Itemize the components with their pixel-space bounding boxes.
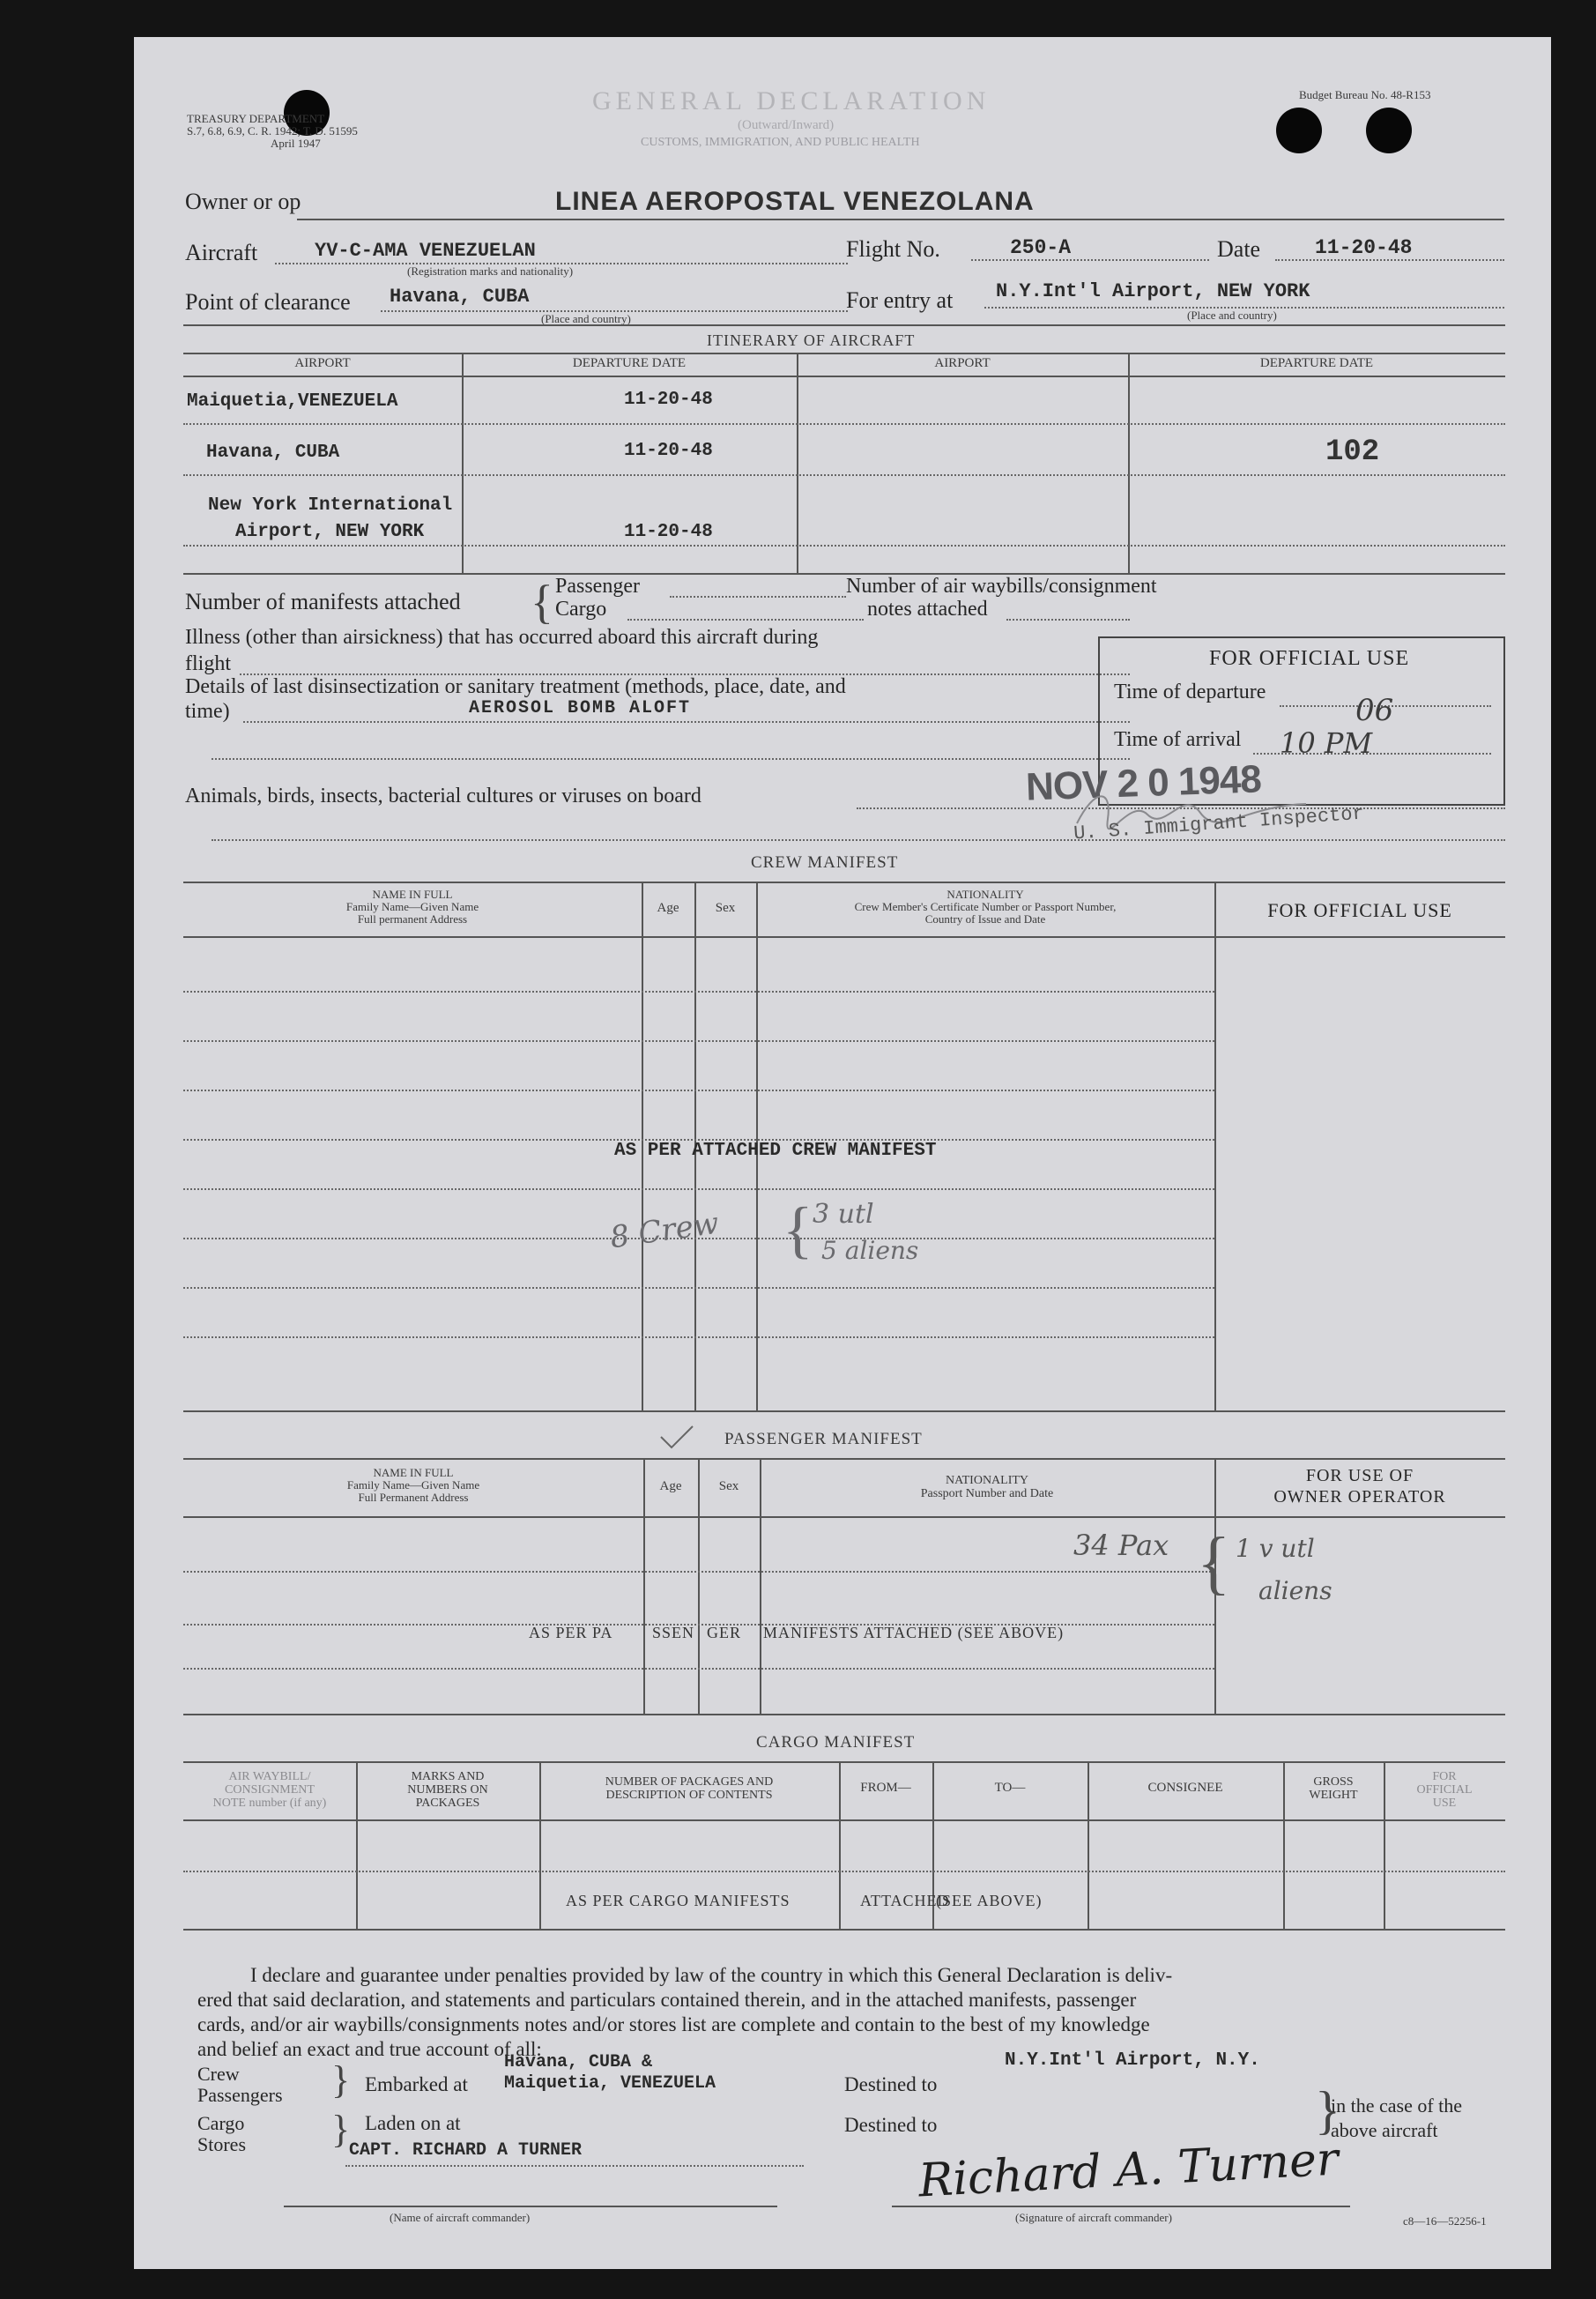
passenger-body-4: MANIFESTS ATTACHED (SEE ABOVE) bbox=[763, 1624, 1065, 1641]
manifests-passenger: Passenger bbox=[555, 575, 640, 598]
crew-col-official: FOR OFFICIAL USE bbox=[1267, 899, 1452, 921]
destined-label-2: Destined to bbox=[844, 2114, 938, 2136]
passenger-manifest-title: PASSENGER MANIFEST bbox=[724, 1430, 923, 1448]
declaration-text-1: I declare and guarantee under penalties provided by law of the country in which this General Declaration is deliv- bbox=[250, 1964, 1173, 1986]
cargo-col-marks: MARKS AND NUMBERS ON PACKAGES bbox=[407, 1770, 488, 1810]
crew-col-age: Age bbox=[657, 901, 679, 915]
decl-brace-1: } bbox=[331, 2058, 351, 2102]
passenger-hand-3: aliens bbox=[1258, 1576, 1332, 1605]
passenger-col-age: Age bbox=[659, 1479, 682, 1493]
punch-hole-right-2 bbox=[1366, 108, 1412, 153]
arrival-time-label: Time of arrival bbox=[1114, 728, 1242, 751]
entry-label: For entry at bbox=[846, 287, 954, 313]
passenger-col-owner: FOR USE OF OWNER OPERATOR bbox=[1273, 1466, 1446, 1507]
passenger-hand-2: 1 v utl bbox=[1236, 1534, 1315, 1563]
departure-time-label: Time of departure bbox=[1114, 681, 1266, 703]
manifests-cargo: Cargo bbox=[555, 598, 607, 621]
itinerary-row-2-date: 11-20-48 bbox=[624, 441, 713, 461]
itinerary-col-airport-2: AIRPORT bbox=[934, 356, 991, 370]
details-label-2: time) bbox=[185, 700, 230, 723]
flight-label: Flight No. bbox=[846, 236, 940, 262]
flight-value: 250-A bbox=[1010, 236, 1072, 259]
passenger-col-nationality: NATIONALITY Passport Number and Date bbox=[920, 1474, 1054, 1500]
crew-hand-1: 8 Crew bbox=[607, 1205, 722, 1256]
cargo-col-from: FROM— bbox=[860, 1781, 911, 1795]
crew-manifest-title: CREW MANIFEST bbox=[751, 853, 899, 872]
itinerary-row-2-airport: Havana, CUBA bbox=[206, 443, 340, 463]
crew-hand-brace: { bbox=[783, 1194, 813, 1265]
details-value: AEROSOL BOMB ALOFT bbox=[469, 698, 692, 718]
cargo-col-packages: NUMBER OF PACKAGES AND DESCRIPTION OF CONTENTS bbox=[605, 1775, 774, 1802]
form-title-sub: (Outward/Inward) bbox=[738, 118, 835, 132]
embarked-value-1: Havana, CUBA & bbox=[504, 2052, 653, 2072]
embarked-value-2: Maiquetia, VENEZUELA bbox=[504, 2073, 716, 2094]
itinerary-row-1-date: 11-20-48 bbox=[624, 390, 713, 410]
clearance-caption: (Place and country) bbox=[541, 312, 631, 325]
cargo-body-1: AS PER CARGO MANIFESTS bbox=[566, 1892, 791, 1909]
passenger-body-1: AS PER PA bbox=[529, 1624, 613, 1641]
embarked-label: Embarked at bbox=[365, 2073, 468, 2095]
animals-label: Animals, birds, insects, bacterial cultures or viruses on board bbox=[185, 785, 701, 807]
cargo-col-weight: GROSS WEIGHT bbox=[1309, 1775, 1358, 1802]
passenger-hand-brace: { bbox=[1197, 1524, 1231, 1602]
form-number: c8—16—52256-1 bbox=[1403, 2214, 1487, 2228]
decl-crew: Crew bbox=[197, 2063, 240, 2085]
manifests-brace: { bbox=[531, 576, 553, 629]
manifests-label: Number of manifests attached bbox=[185, 589, 461, 614]
declaration-text-2: ered that said declaration, and statements and particulars contained therein, and in the attached manifests, passenger bbox=[197, 1989, 1137, 2011]
illness-label-2: flight bbox=[185, 652, 231, 675]
itinerary-col-departure-2: DEPARTURE DATE bbox=[1259, 356, 1374, 370]
waybills-label-2: notes attached bbox=[867, 598, 988, 621]
details-label-1: Details of last disinsectization or sanitary treatment (methods, place, date, and bbox=[185, 675, 846, 698]
itinerary-row-1-airport: Maiquetia,VENEZUELA bbox=[187, 391, 398, 412]
cargo-col-official: FOR OFFICIAL USE bbox=[1416, 1770, 1473, 1810]
crew-body: AS PER ATTACHED CREW MANIFEST bbox=[614, 1141, 937, 1161]
commander-name: CAPT. RICHARD A TURNER bbox=[349, 2140, 583, 2161]
passenger-col-name: NAME IN FULL Family Name—Given Name Full Permanent Address bbox=[346, 1466, 480, 1504]
owner-label: Owner or op bbox=[185, 189, 301, 214]
passenger-body-2: SSEN bbox=[652, 1624, 695, 1641]
declaration-form bbox=[134, 37, 1551, 2269]
signature-caption: (Signature of aircraft commander) bbox=[1015, 2211, 1172, 2224]
in-case-2: above aircraft bbox=[1331, 2119, 1438, 2141]
date-value: 11-20-48 bbox=[1315, 236, 1413, 259]
decl-passengers: Passengers bbox=[197, 2084, 283, 2106]
cargo-body-2: ATTACHED bbox=[860, 1892, 950, 1909]
destined-value: N.Y.Int'l Airport, N.Y. bbox=[1005, 2050, 1260, 2071]
check-mark-icon bbox=[659, 1425, 694, 1451]
illness-label-1: Illness (other than airsickness) that has occurred aboard this aircraft during bbox=[185, 626, 819, 649]
date-stamp: NOV 2 0 1948 bbox=[1025, 757, 1262, 809]
crew-col-sex: Sex bbox=[715, 901, 736, 915]
declaration-text-3: cards, and/or air waybills/consignments notes and/or stores list are complete and contain to the best of my knowledge bbox=[197, 2013, 1150, 2035]
declaration-text-4: and belief an exact and true account of all: bbox=[197, 2038, 542, 2060]
cargo-manifest-title: CARGO MANIFEST bbox=[756, 1733, 916, 1752]
passenger-hand-1: 34 Pax bbox=[1073, 1529, 1169, 1562]
aircraft-caption: (Registration marks and nationality) bbox=[407, 264, 574, 278]
passenger-body-3: GER bbox=[707, 1624, 741, 1641]
official-use-title: FOR OFFICIAL USE bbox=[1209, 647, 1410, 670]
form-title: GENERAL DECLARATION bbox=[592, 86, 991, 115]
arrival-time-value: 10 PM bbox=[1280, 726, 1373, 760]
budget-number: Budget Bureau No. 48-R153 bbox=[1299, 88, 1431, 101]
itinerary-title: ITINERARY OF AIRCRAFT bbox=[707, 331, 916, 349]
date-label: Date bbox=[1217, 236, 1261, 262]
laden-label: Laden on at bbox=[365, 2112, 461, 2134]
crew-hand-2: 3 utl bbox=[813, 1199, 874, 1230]
inspector-caption: U. S. Immigrant Inspector bbox=[1073, 802, 1365, 845]
passenger-col-sex: Sex bbox=[718, 1479, 739, 1493]
form-title-sub2: CUSTOMS, IMMIGRATION, AND PUBLIC HEALTH bbox=[641, 136, 920, 149]
crew-col-name: NAME IN FULL Family Name—Given Name Full permanent Address bbox=[345, 888, 479, 926]
destined-label-1: Destined to bbox=[844, 2073, 938, 2095]
cargo-col-waybill: AIR WAYBILL/ CONSIGNMENT NOTE number (if any) bbox=[212, 1770, 327, 1810]
waybills-label-1: Number of air waybills/consignment bbox=[846, 575, 1157, 598]
cargo-col-consignee: CONSIGNEE bbox=[1147, 1781, 1223, 1795]
decl-brace-2: } bbox=[331, 2108, 351, 2151]
commander-signature: Richard A. Turner bbox=[917, 2132, 1340, 2208]
crew-col-nationality: NATIONALITY Crew Member's Certificate Number or Passport Number, Country of Issue and Date bbox=[854, 888, 1117, 926]
itinerary-col-departure-1: DEPARTURE DATE bbox=[572, 356, 687, 370]
in-case-1: in the case of the bbox=[1331, 2094, 1463, 2117]
treasury-department: TREASURY DEPARTMENT S.7, 6.8, 6.9, C. R. 1942; T. D. 51595 April 1947 bbox=[187, 112, 358, 150]
itinerary-row-3-date: 11-20-48 bbox=[624, 522, 713, 542]
itinerary-col-airport-1: AIRPORT bbox=[294, 356, 351, 370]
clearance-value: Havana, CUBA bbox=[390, 286, 530, 308]
decl-cargo: Cargo bbox=[197, 2112, 245, 2134]
cargo-body-3: (SEE ABOVE) bbox=[936, 1892, 1043, 1909]
crew-hand-3: 5 aliens bbox=[821, 1236, 919, 1265]
aircraft-label: Aircraft bbox=[185, 240, 258, 265]
entry-value: N.Y.Int'l Airport, NEW YORK bbox=[996, 280, 1310, 302]
entry-caption: (Place and country) bbox=[1187, 309, 1277, 322]
punch-hole-right-1 bbox=[1276, 108, 1322, 153]
handwritten-number: 102 bbox=[1325, 435, 1380, 469]
aircraft-value: YV-C-AMA VENEZUELAN bbox=[315, 240, 536, 262]
owner-value: LINEA AEROPOSTAL VENEZOLANA bbox=[555, 187, 1035, 216]
decl-stores: Stores bbox=[197, 2133, 246, 2155]
itinerary-row-3-airport: New York International bbox=[208, 495, 453, 516]
decl-brace-3: } bbox=[1315, 2081, 1340, 2139]
commander-caption: (Name of aircraft commander) bbox=[390, 2211, 531, 2224]
itinerary-row-3-airport-2: Airport, NEW YORK bbox=[235, 522, 425, 542]
cargo-col-to: TO— bbox=[994, 1781, 1026, 1795]
clearance-label: Point of clearance bbox=[185, 289, 351, 315]
departure-time-value: 06 bbox=[1355, 693, 1394, 728]
